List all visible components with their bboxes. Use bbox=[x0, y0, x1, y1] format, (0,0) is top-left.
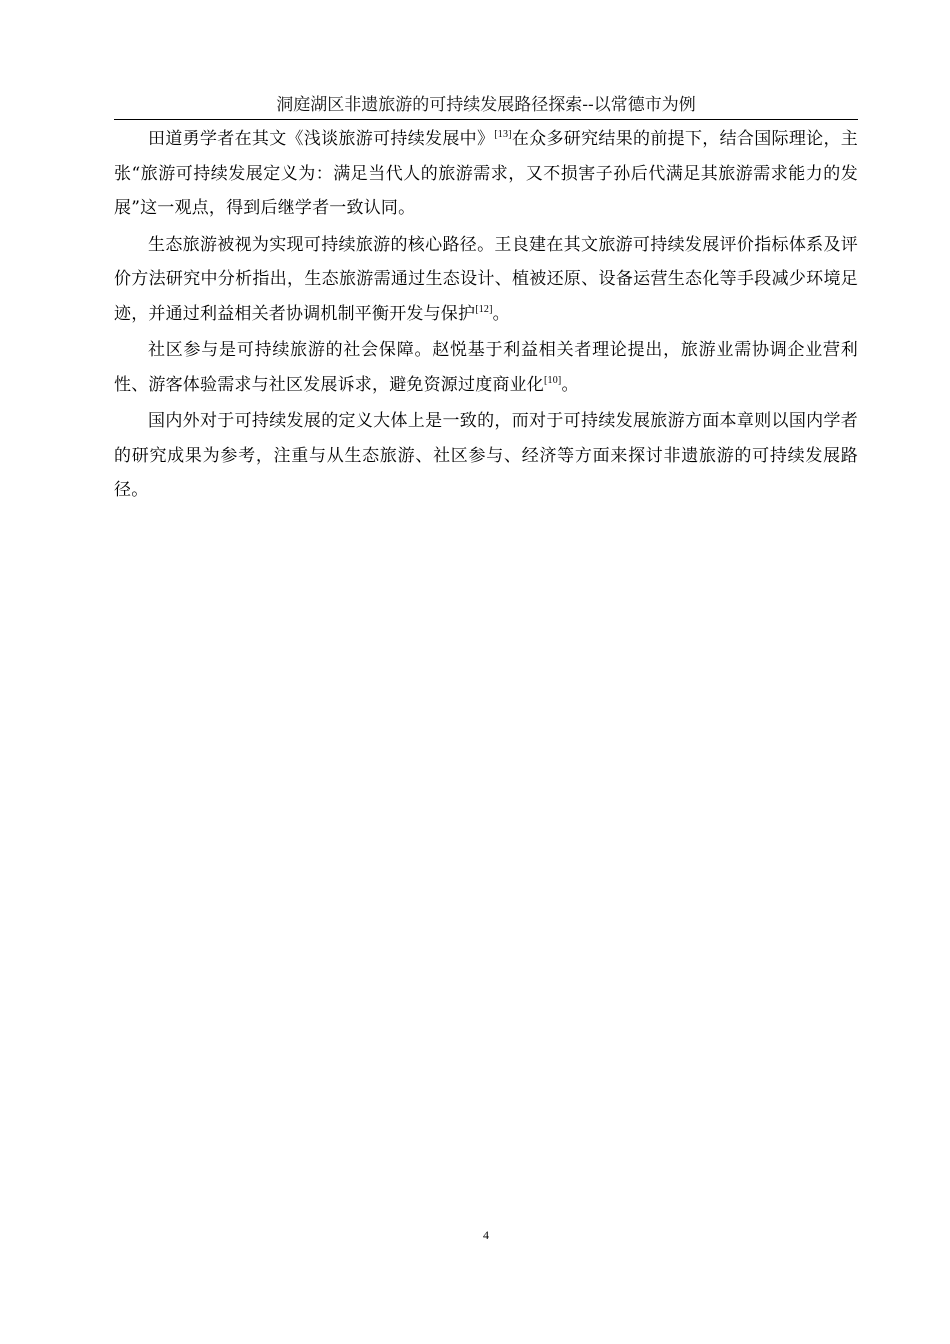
paragraph-text: 生态旅游被视为实现可持续旅游的核心路径。王良建在其文旅游可持续发展评价指标体系及评价方法研究中分析指出，生态旅游需通过生态设计、植被还原、设备运营生态化等手段减少环境足迹，并通过利益相关者协调机制平衡开发与保护 bbox=[114, 234, 858, 324]
paragraph-text: 在众多研究结果的前提下，结合国际理论，主张“旅游可持续发展定义为：满足当代人的旅游需求，又不损害子孙后代满足其旅游需求能力的发展”这一观点，得到后继学者一致认同。 bbox=[114, 129, 858, 218]
citation-10: [10] bbox=[544, 374, 562, 386]
paragraph-text: 国内外对于可持续发展的定义大体上是一致的，而对于可持续发展旅游方面本章则以国内学者的研究成果为参考，注重与从生态旅游、社区参与、经济等方面来探讨非遗旅游的可持续发展路径。 bbox=[114, 411, 858, 500]
paragraph-text: 田道勇学者在其文《浅谈旅游可持续发展中》 bbox=[148, 129, 495, 149]
citation-13: [13] bbox=[494, 129, 512, 140]
paragraph-summary bbox=[114, 404, 858, 508]
paragraph-text: 。 bbox=[492, 303, 510, 324]
body-text bbox=[114, 122, 858, 510]
running-header: 洞庭湖区非遗旅游的可持续发展路径探索--以常德市为例 bbox=[276, 95, 696, 115]
paragraph-ecotourism bbox=[114, 228, 858, 332]
paragraph-text: 社区参与是可持续旅游的社会保障。赵悦基于利益相关者理论提出，旅游业需协调企业营利性、游客体验需求与社区发展诉求，避免资源过度商业化 bbox=[114, 340, 858, 395]
paragraph-definition bbox=[114, 122, 858, 226]
paragraph-text: 。 bbox=[561, 374, 579, 395]
page-number: 4 bbox=[483, 1228, 489, 1242]
paragraph-community bbox=[114, 333, 858, 402]
header-rule bbox=[114, 119, 858, 120]
citation-12: [12] bbox=[475, 303, 493, 315]
